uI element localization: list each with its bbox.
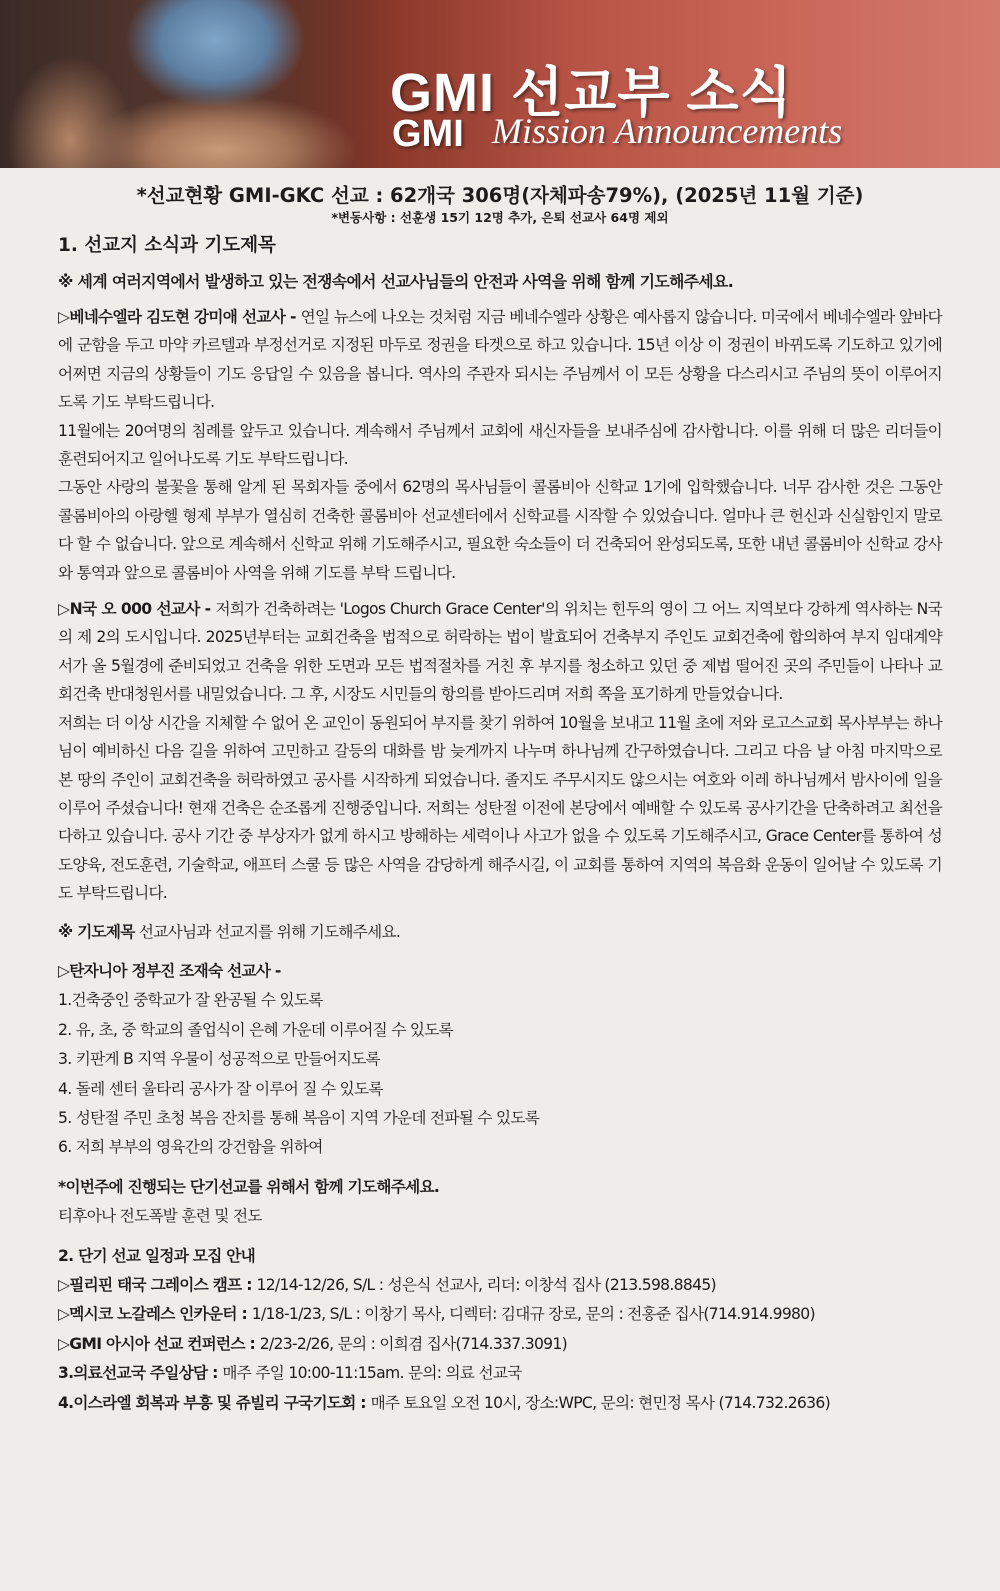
venezuela-paragraph-1: 연일 뉴스에 나오는 것처럼 지금 베네수엘라 상황은 예사롭지 않습니다. 미국에서 베네수엘라 앞바다에 군함을 두고 마약 카르텔과 부정선거로 지정된 마두로 정권을 타겟으로 하고 있습니다. 15년 이상 이 정권이 바뀌도록 기도하고 있기에 어쩌면 지금의 상황들이 기도 응답일 수 있음을 봅니다. 역사의 주관자 되시는 주님께서 이 모든 상황을 다스리시고 주님의 뜻이 이루어지도록 기도 부탁드립니다. [58,308,942,412]
n-country-report [58,595,942,907]
list-item: 3. 키판게 B 지역 우물이 성공적으로 만들어지도록 [58,1050,380,1069]
prayer-topic-text: 선교사님과 선교지를 위해 기도해주세요. [134,922,401,941]
n-country-lead: ▷N국 오 000 선교사 - [58,600,216,619]
list-item: 4. 돌레 센터 울타리 공사가 잘 이루어 질 수 있도록 [58,1079,383,1098]
short-term-lead: *이번주에 진행되는 단기선교를 위해서 함께 기도해주세요. [58,1177,440,1196]
n-country-paragraph-1: 저희가 건축하려는 'Logos Church Grace Center'의 위치는 힌두의 영이 그 어느 지역보다 강하게 역사하는 N국의 제 2의 도시입니다. 2025년부터는 교회건축을 법적으로 허락하는 법이 발효되어 건축부지 주인도 교회건축에 합의하여 부지 임대계약서가 올 5월경에 준비되었고 건축을 위한 도면과 모든 법적절차를 거친 후 부지를 청소하고 있던 중 제법 떨어진 곳의 주민들이 나타나 교회건축 반대청원서를 내밀었습니다. 그 후, 시장도 시민들의 항의를 받아드리며 저희 쪽을 포기하게 만들었습니다. [58,600,943,704]
tanzania-prayer-list [58,957,942,1163]
section-2 [58,1242,942,1418]
schedule-row [58,1330,942,1359]
schedule-row-detail: 12/14-12/26, S/L : 성은식 선교사, 리더: 이창석 집사 (213.598.8845) [256,1276,716,1294]
venezuela-paragraph-2: 11월에는 20여명의 침례를 앞두고 있습니다. 계속해서 주님께서 교회에 새신자들을 보내주심에 감사합니다. 이를 위해 더 많은 리더들이 훈련되어지고 일어나도록 기도 부탁드립니다. [58,421,942,469]
mission-status-main: *선교현황 GMI-GKC 선교 : 62개국 306명(자체파송79%), (2025년 11월 기준) [136,184,864,207]
short-term-mission-prayer [58,1173,942,1232]
schedule-row [58,1271,942,1300]
schedule-row-detail: 1/18-1/23, S/L : 이창기 목사, 디렉터: 김대규 장로, 문의 : 전홍준 집사(714.914.9980) [251,1305,815,1324]
n-country-paragraph-2: 저희는 더 이상 시간을 지체할 수 없어 온 교인이 동원되어 부지를 찾기 위하여 10월을 보내고 11월 초에 저와 로고스교회 목사부부는 하나님이 예비하신 다음 길을 위하여 고민하고 갈등의 대화를 밤 늦게까지 나누며 하나님께 간구하였습니다. 그리고 다음 날 아침 마지막으로 본 땅의 주인이 교회건축을 허락하였고 공사를 시작하게 되었습니다. 졸지도 주무시지도 않으시는 여호와 이레 하나님께서 밤사이에 일을 이루어 주셨습니다! 현재 건축은 순조롭게 진행중입니다. 저희는 성탄절 이전에 본당에서 예배할 수 있도록 공사기간을 단축하려고 최선을 다하고 있습니다. 공사 기간 중 부상자가 없게 하시고 방해하는 세력이나 사고가 없을 수 있도록 기도해주시고, Grace Center를 통하여 성도양육, 전도훈련, 기술학교, 애프터 스쿨 등 많은 사역을 감당하게 해주시길, 이 교회를 통하여 지역의 복음화 운동이 일어날 수 있도록 기도 부탁드립니다. [58,713,942,903]
list-item: 2. 유, 초, 중 학교의 졸업식이 은혜 가운데 이루어질 수 있도록 [58,1020,453,1039]
schedule-row-title: ▷멕시코 노갈레스 인카운터 : [58,1305,252,1324]
venezuela-paragraph-3: 그동안 사랑의 불꽃을 통해 알게 된 목회자들 중에서 62명의 목사님들이 콜롬비아 신학교 1기에 입학했습니다. 너무 감사한 것은 그동안 콜롬비아의 아랑헬 형제 부부가 열심히 건축한 콜롬비아 선교센터에서 신학교를 시작할 수 있었습니다. 얼마나 큰 헌신과 신실함인지 말로 다 할 수 없습니다. 앞으로 계속해서 신학교 위해 기도해주시고, 필요한 숙소들이 더 건축되어 완성되도록, 또한 내년 콜롬비아 신학교 강사와 통역과 앞으로 콜롬비아 사역을 위해 기도를 부탁 드립니다. [58,478,942,582]
schedule-row-title: ▷필리핀 태국 그레이스 캠프 : [58,1276,257,1294]
mission-status [0,182,1000,226]
header-title-korean: GMI 선교부 소식 [390,63,793,123]
section-4-title: 4.이스라엘 회복과 부흥 및 쥬빌리 구국기도회 : [58,1393,371,1412]
list-item: 6. 저희 부부의 영육간의 강건함을 위하여 [58,1138,323,1157]
announcement-content [0,168,1000,1418]
list-item: 5. 성탄절 주민 초청 복음 잔치를 통해 복음이 지역 가운데 전파될 수 있도록 [58,1108,540,1127]
prayer-topic-line [58,918,942,947]
schedule-row-title: ▷GMI 아시아 선교 컨퍼런스 : [58,1334,260,1353]
section-1-heading: 1. 선교지 소식과 기도제목 [58,235,276,256]
header-banner [0,0,1000,168]
section-3-detail: 매주 주일 10:00-11:15am. 문의: 의료 선교국 [222,1364,522,1383]
hands-holding-globe-image [0,0,380,168]
section-4-detail: 매주 토요일 오전 10시, 장소:WPC, 문의: 현민정 목사 (714.732.2636) [370,1393,830,1412]
short-term-text: 티후아나 전도폭발 훈련 및 전도 [58,1207,262,1226]
section-3-title: 3.의료선교국 주일상담 : [58,1364,223,1383]
prayer-topic-lead: ※ 기도제목 [58,922,135,941]
tanzania-lead: ▷탄자니아 정부진 조재숙 선교사 - [58,961,281,980]
schedule-row [58,1300,942,1329]
section-3-line [58,1359,942,1388]
venezuela-lead: ▷베네수엘라 김도현 강미애 선교사 - [58,308,301,326]
header-title-english-prefix: GMI [392,113,464,155]
header-title-english-script: Mission Announcements [492,111,843,151]
schedule-row-detail: 2/23-2/26, 문의 : 이희겸 집사(714.337.3091) [259,1334,568,1353]
venezuela-report [58,303,942,587]
section-2-heading: 2. 단기 선교 일정과 모집 안내 [58,1246,256,1265]
war-prayer-notice: ※ 세계 여러지역에서 발생하고 있는 전쟁속에서 선교사님들의 안전과 사역을 위해 함께 기도해주세요. [58,272,734,291]
prayer-topics [58,918,942,947]
list-item: 1.건축중인 중학교가 잘 완공될 수 있도록 [58,991,323,1010]
mission-status-changes: *변동사항 : 선훈생 15기 12명 추가, 은퇴 선교사 64명 제외 [331,210,669,225]
section-4-line [58,1389,942,1418]
